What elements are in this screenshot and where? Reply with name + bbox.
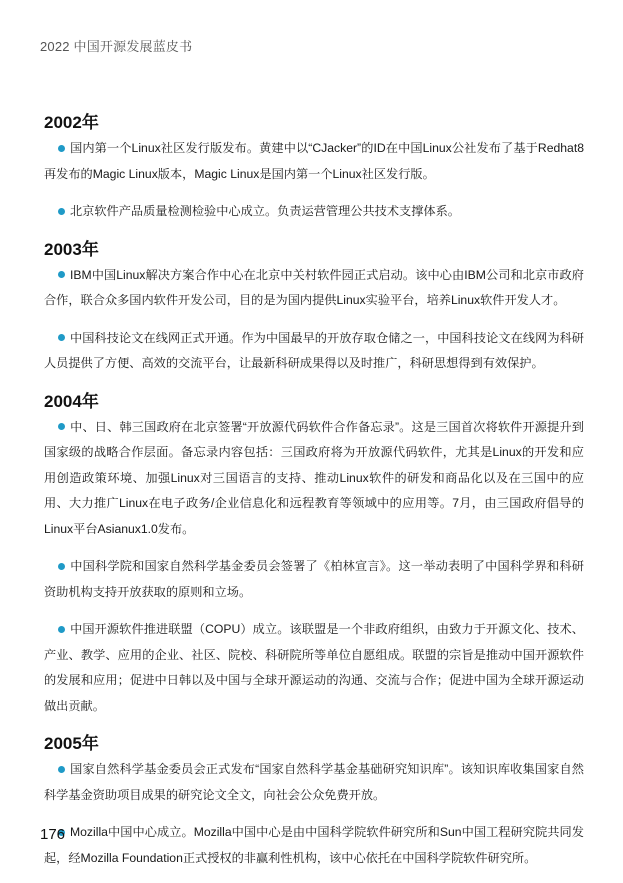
year-heading: 2004年 xyxy=(44,391,99,411)
list-item: 北京软件产品质量检测检验中心成立。负责运营管理公共技术支撑体系。 xyxy=(44,199,584,225)
bullet-icon xyxy=(58,334,65,341)
list-item: 中国科学院和国家自然科学基金委员会签署了《柏林宣言》。这一举动表明了中国科学界和科研资助机构支持开放获取的原则和立场。 xyxy=(44,559,584,599)
list-item: 中国科技论文在线网正式开通。作为中国最早的开放存取仓储之一，中国科技论文在线网为科研人员提供了方便、高效的交流平台，让最新科研成果得以及时推广，科研思想得到有效保护。 xyxy=(44,330,584,370)
year-heading: 2002年 xyxy=(44,113,99,132)
list-item: 国内第一个Linux社区发行版发布。黄建中以“CJacker”的ID在中国Linux公社发布了基于Redhat8再发布的Magic Linux版本，Magic Linux是国内第一个Linux社区发行版。 xyxy=(44,141,584,181)
bullet-icon xyxy=(58,423,65,430)
bullet-icon xyxy=(58,271,65,278)
page-number: 176 xyxy=(40,826,66,843)
list-item: IBM中国Linux解决方案合作中心在北京中关村软件园正式启动。该中心由IBM公司和北京市政府合作，联合众多国内软件开发公司，目的是为国内提供Linux实验平台，培养Linux软件开发人才。 xyxy=(44,267,584,307)
bullet-icon xyxy=(58,563,65,570)
bullet-icon xyxy=(58,208,65,215)
running-header: 2022 中国开源发展蓝皮书 xyxy=(40,39,193,54)
list-item: 国家自然科学基金委员会正式发布“国家自然科学基金基础研究知识库”。该知识库收集国家自然科学基金资助项目成果的研究论文全文，向社会公众免费开放。 xyxy=(44,762,584,802)
year-heading: 2005年 xyxy=(44,734,99,753)
bullet-icon xyxy=(58,626,65,633)
bullet-icon xyxy=(58,145,65,152)
list-item: 中、日、韩三国政府在北京签署“开放源代码软件合作备忘录”。这是三国首次将软件开源提升到国家级的战略合作层面。备忘录内容包括：三国政府将为开放源代码软件，尤其是Linux的开发和应用创造政策环境、加强Linux对三国语言的支持、推动Linux软件的研发和商品化以及在三国中的应用、大力推广Linux在电子政务/企业信息化和远程教育等领域中的应用等。7月，由三国政府倡导的Linux平台Asianux1.0发布。 xyxy=(44,419,584,536)
list-item: Mozilla中国中心成立。Mozilla中国中心是由中国科学院软件研究所和Sun中国工程研究院共同发起，经Mozilla Foundation正式授权的非赢利性机构，该中心依托在中国科学院软件研究所。 xyxy=(44,825,584,865)
bullet-icon xyxy=(58,766,65,773)
year-heading: 2003年 xyxy=(44,239,99,259)
document-body xyxy=(44,110,584,883)
list-item: 中国开源软件推进联盟（COPU）成立。该联盟是一个非政府组织，由致力于开源文化、技术、产业、教学、应用的企业、社区、院校、科研院所等单位自愿组成。联盟的宗旨是推动中国开源软件的发展和应用；促进中日韩以及中国与全球开源运动的沟通、交流与合作；促进中国为全球开源运动做出贡献。 xyxy=(44,622,584,713)
